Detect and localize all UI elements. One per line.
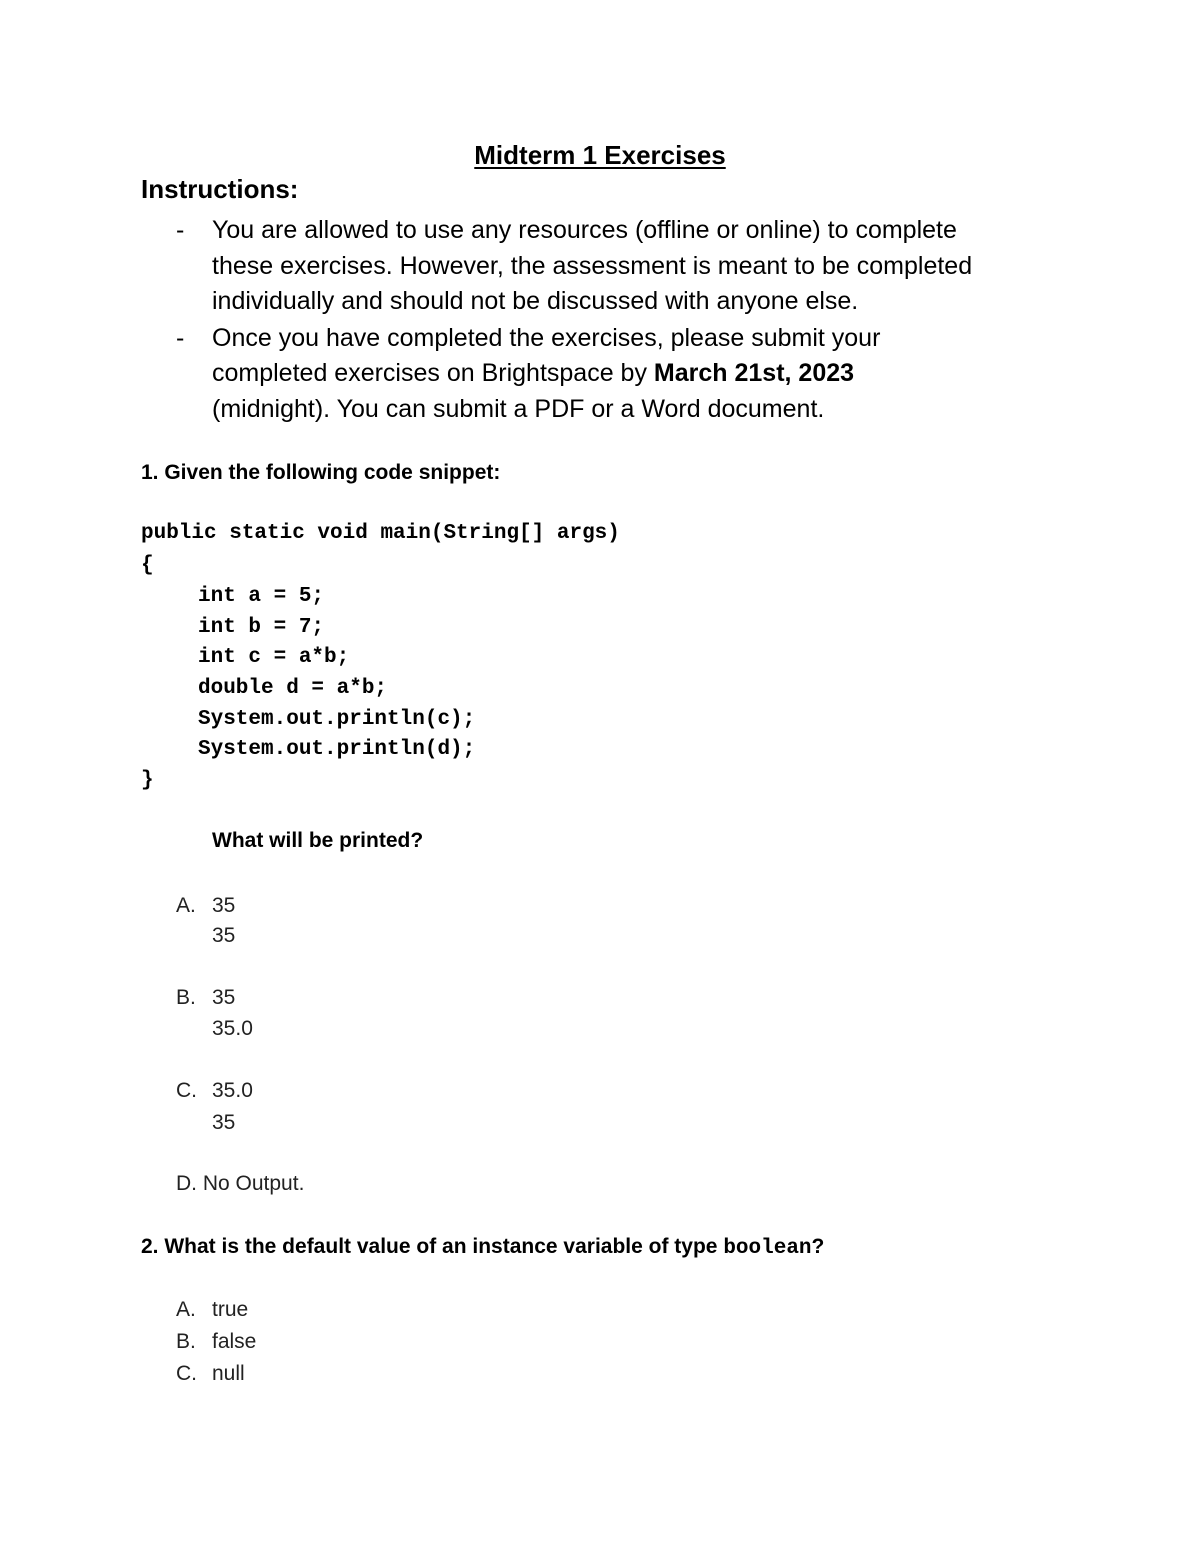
option-b-line1: 35: [212, 986, 236, 1009]
code-line: double d = a*b;: [198, 677, 388, 700]
bullet-dash: -: [176, 216, 185, 244]
option-a-line2: 35: [212, 924, 236, 947]
instruction-text: completed exercises on Brightspace by: [212, 359, 654, 387]
code-line: }: [141, 769, 154, 792]
option-a-line1: 35: [212, 894, 236, 917]
code-line: System.out.println(c);: [198, 708, 476, 731]
question-2-end: ?: [811, 1235, 825, 1258]
option-letter: B.: [176, 1330, 196, 1353]
code-line: {: [141, 554, 154, 577]
question-1-prompt: What will be printed?: [212, 829, 424, 852]
instructions-heading: Instructions:: [141, 174, 299, 204]
option-true: true: [212, 1298, 249, 1321]
deadline-date: March 21st, 2023: [653, 359, 855, 387]
option-c-line1: 35.0: [212, 1079, 253, 1102]
option-letter: C.: [176, 1362, 197, 1385]
instruction-line: Once you have completed the exercises, please submit your: [212, 324, 881, 352]
question-2-heading: [141, 1235, 824, 1260]
option-d: [176, 1172, 304, 1196]
instruction-line: You are allowed to use any resources (offline or online) to complete: [212, 216, 957, 244]
option-letter: D.: [176, 1172, 197, 1195]
instruction-line: (midnight). You can submit a PDF or a Word document.: [212, 395, 825, 423]
code-line: int a = 5;: [198, 585, 325, 608]
question-2-code: boolean: [723, 1237, 812, 1260]
code-line: System.out.println(d);: [198, 738, 476, 761]
option-c-line2: 35: [212, 1111, 236, 1134]
code-line: int c = a*b;: [198, 646, 350, 669]
bullet-dash: -: [176, 324, 185, 352]
option-letter: C.: [176, 1079, 197, 1102]
instruction-line: individually and should not be discussed with anyone else.: [212, 287, 859, 315]
option-false: false: [212, 1330, 257, 1353]
option-letter: B.: [176, 986, 196, 1009]
option-null: null: [212, 1362, 245, 1385]
page-title: Midterm 1 Exercises: [474, 140, 726, 170]
option-letter: A.: [176, 1298, 196, 1321]
instruction-line: these exercises. However, the assessment is meant to be completed: [212, 252, 973, 280]
question-1-heading: 1. Given the following code snippet:: [141, 461, 501, 484]
code-line: public static void main(String[] args): [141, 522, 620, 545]
code-line: int b = 7;: [198, 616, 325, 639]
instruction-line-deadline: [212, 359, 854, 388]
question-2-text: 2. What is the default value of an instance variable of type: [141, 1235, 724, 1258]
option-letter: A.: [176, 894, 196, 917]
option-b-line2: 35.0: [212, 1017, 253, 1040]
option-d-text: No Output.: [202, 1172, 305, 1195]
